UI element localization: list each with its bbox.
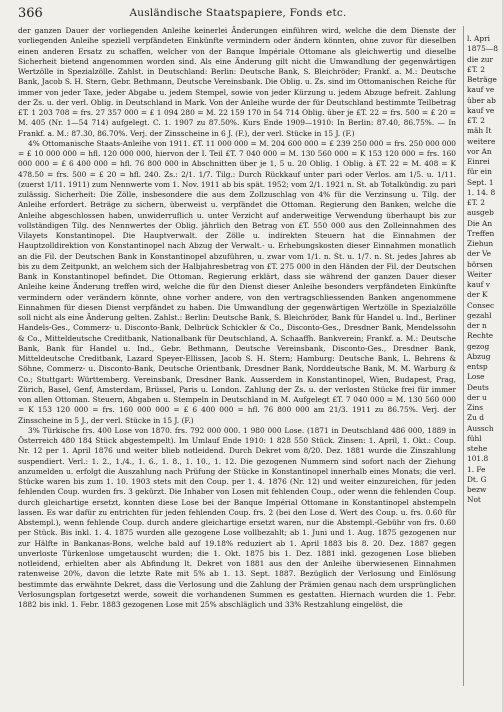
side-line: £T. 2 <box>467 116 485 125</box>
side-line: Zins <box>467 403 484 412</box>
side-line: 1875—8 <box>467 44 498 54</box>
paragraph-continuation: der ganzen Dauer der vorliegenden Anleihe keinerlei Änderungen einführen wird, welche die dem Dienste der vorliegenden Anleihe speziell verpfändeten Einkünfte vermindern oder ändern könnten, ohne zuvor für dieselben einen anderen Ersatz zu schaffen, welcher von der Banque Impériale Ottomane als gleichwertig und dieselbe Sicherheit bietend angenommen worden sind. Als eine Änderung gilt nicht die Umwandlung der gegenwärtigen Wertzölle in Spezialzölle. Zahlst. in Deutschland: Berlin: Deutsche Bank, S. Bleichröder; Frankf. a. M.: Deutsche Bank, Jacob S. H. Stern, Gebr. Bethmann, Deutsche Vereinsbank. Die Oblig. u. Zs. sind im Ottomanischen Reiche für immer von jeder Taxe, jeder Abgabe u. jedem Stempel, sowie von jeder Kürzung u. jedem Abzuge befreit. Zahlung der Zs. u. der verl. Oblig. in Deutschland in Mark. Von der Anleihe wurde der für Deutschland bestimmte Teilbetrag £T. 1 203 708 = frs. 27 357 000 = £ 1 094 280 = M. 22 159 170 in 54 714 Oblig. über je £T. 22 = frs. 500 = £ 20 = M. 405 (Nr. 1—54 714) aufgelegt. C. 1. 1907 zu 87.50%. Kurs Ende 1909—1910: In Berlin: 87.40, 86.75%. — In Frankf. a. M.: 87.30, 86.70%. Verj. der Zinsscheine in 6 J. (F.), der verl. Stücke in 15 J. (F.) <box>18 26 456 138</box>
side-line: die zur <box>467 54 494 64</box>
side-line: Weiter <box>467 269 492 279</box>
side-line: der u <box>467 392 487 402</box>
side-line: kauf ve <box>467 85 495 95</box>
side-line: der Ve <box>467 249 492 259</box>
adjacent-page-column <box>467 34 504 554</box>
running-title: Ausländische Staatspapiere, Fonds etc. <box>129 7 347 19</box>
side-line: der n <box>467 321 487 330</box>
side-line: bezw <box>467 485 487 494</box>
side-line: für ein <box>467 167 492 177</box>
side-line: ausgeb <box>467 208 494 218</box>
page-number: 366 <box>18 6 43 21</box>
page-header <box>18 6 458 22</box>
side-line: gezog <box>467 341 490 351</box>
side-line: 101.8 <box>467 454 489 464</box>
side-line: Consec <box>467 300 495 310</box>
side-line: fühl <box>467 433 482 443</box>
side-line: £T. 2 <box>467 64 485 74</box>
side-line: entsp <box>467 362 488 371</box>
side-line: kauf ve <box>467 105 495 115</box>
side-line: Sept. 1 <box>467 177 494 187</box>
main-text-column <box>18 26 456 706</box>
paragraph-turkish-lottery-bonds: 3% Türkische frs. 400 Lose von 1870. frs. 792 000 000. 1 980 000 Lose. (1871 in Deutschland 486 000, 1889 in Österreich 480 184 Stück abgestempelt). Im Umlauf Ende 1910: 1 828 550 Stück. Zinsen: 1. April, 1. Okt.: Coup. Nr. 12 per 1. April 1876 und weiter blieb notleidend. Durch Dekret vom 8/20. Dez. 1881 wurde die Zinszahlung suspendiert. Verl.: 1. 2., 1./4., 1. 6., 1. 8., 1. 10., 1. 12. Die gezogenen Nummern sind sofort nach der Ziehung anzumelden u. erfolgt die Auszahlung nach Prüfung der Stücke in Konstantinopel innerhalb eines Monats; die verl. Stücke waren bis zum 1. 10. 1903 stets mit den Coup. per 1. 4. 1876 (Nr. 12) und weiter einzureichen, für jeden fehlenden Coup. wurden frs. 3 gekürzt. Die Inhaber von Losen mit fehlenden Coup., oder wenn die fehlenden Coup. durch gleichartige ersetzt, konnten diese Lose bei der Banque Impérial Ottomane in Konstantinopel abstempeln lassen. Es war dafür zu entrichten für jeden fehlenden Coup. frs. 2 (bei den Lose d. Wert des Coup. u. frs. 0.60 für Abstempl.), wenn fehlende Coup. durch andere gleichartige ersetzt waren, nur die Abstempl.-Gebühr von frs. 0.60 per Stück. Bis inkl. 1. 4. 1875 wurden alle gezogene Lose vollbezahlt; ab 1. Juni und 1. Aug. 1875 gezogenen nur zur Hälfte in Bankanas-Bons, welche bald auf 19.18% reduziert ab 1. April 1883 bis 8. 20. Dez. 1887 gegen unverloste Türkenlose umgetauscht wurden; die 1. Okt. 1875 bis 1. Dez. 1881 inkl. gezogenen Lose blieben notleidend, erhielten aber als Abfindung lt. Dekret von 1881 aus den der Anleihe überwiesenen Einnahmen ratenweise 20%, davon die letzte Rate mit 5% ab 1. 13. Sept. 1887. Bezüglich der Verlosung und Einlösung bestimmte das erwähnte Dekret, dass die Verlosung und die Zahlung der Prämien genau nach dem ursprünglichen Verlosungsplan fortgesetzt werde, soweit die vorhandenen Summen es gestatten. Hiernach wurden die 1. Febr. 1882 bis inkl. 1. Febr. 1883 gezogenen Lose mit 25% abschläglich und 33% Restzahlung eingelöst, die <box>18 425 456 609</box>
side-line: Dt. G <box>467 474 487 484</box>
side-line: Deuts <box>467 382 489 392</box>
column-divider <box>463 26 464 686</box>
side-line: 1. 14. 8 <box>467 187 496 197</box>
side-line: über ab <box>467 95 496 105</box>
side-line: l. Apri <box>467 34 491 43</box>
side-line: gezahl <box>467 310 492 320</box>
side-line: Lose <box>467 372 485 382</box>
side-line: stehe <box>467 444 488 453</box>
side-line: Die An <box>467 218 493 228</box>
side-line: börsen <box>467 259 493 269</box>
side-line: Rechte <box>467 331 494 341</box>
side-line: Aussch <box>467 423 494 433</box>
side-line: £T. 2 <box>467 198 485 207</box>
side-line: Beträge <box>467 75 497 84</box>
side-line: der K <box>467 290 488 300</box>
side-line: weitere <box>467 136 496 146</box>
side-line: Ziehun <box>467 239 494 248</box>
side-line: Not <box>467 495 481 505</box>
paragraph-loan-1911: 4% Ottomanische Staats-Anleihe von 1911. £T. 11 000 000 = M. 204 600 000 = £ 239 250 000 = frs. 250 000 000 = £ 10 000 000 = hfl. 120 000 000, hiervon der I. Teil £T. 7 040 000 = M. 130 560 000 = K 153 120 000 = frs. 160 000 000 = £ 6 400 000 = hfl. 76 800 000 in Abschnitten über je 1, 5 u. 20 Oblig. 1 Oblig. à £T. 22 = M. 408 = K 478.50 = frs. 500 = £ 20 = hfl. 240. Zs.: 2/1. 1/7. Tilg.: Durch Rückkauf unter pari oder Verlos. am 1/5. u. 1/11. (zuerst 1/11. 1911) zum Nennwerte vom 1. Nov. 1911 ab bis spät. 1952; vom 2/1. 1921 n. St. ab Totalkündig. zu pari zulässig. Sicherheit: Die Zölle, insbesondere die aus dem Zollzuschlag von 4% für die Verzinsung u. Tilg. der Anleihe erfordert. Beträge zu sichern, überweist u. verpfändet die Ottoman. Regierung den Banken, welche die Anleihe abgeschlossen haben, unwiderruflich u. unter Verzicht auf anderweitige Verwendung überhaupt bis zur vollständigen Tilg. des Nennwertes der Oblig. jährlich den Betrag von £T. 550 000 aus den Zolleinnahmen des Vilayets Konstantinopel. Die Hauptverwalt. der Zölle u. indirekten Steuern hat die Einnahmen der Hauptzolldirektion von Konstantinopel nach Abzug der Verwalt.- u. Erhebungskosten dieser Einnahmen monatlich an die Fil. der Deutschen Bank in Konstantinopel abzuführen, u. zwar vom 1/1. n. St. u. 1/7. n. St. jedes Jahres ab bis zu dem Zeitpunkt, an welchem sich der Halbjahresbetrag von £T. 275 000 in den Händen der Fil. der Deutschen Bank in Konstantinopel befindet. Die Ottoman. Regierung erklärt, dass sie während der ganzen Dauer dieser Anleihe keine Änderung treffen wird, welche die für den Dienst dieser Anleihe besonders verpfändeten Einkünfte vermindern oder verändern könnte, ohne vorher andere, von den vertragschliessenden Banken angenommene Einnahmen für diesen Dienst verpfändet zu haben. Die Umwandlung der gegenwärtigen Wertzölle in Spezialzölle soll nicht als eine Änderung gelten. Zahlst.: Berlin: Deutsche Bank, S. Bleichröder, Bank für Handel u. Ind., Berliner Handels-Ges., Commerz- u. Disconto-Bank, Delbrück Schickler & Co., Disconto-Ges., Dresdner Bank, Mendelssohn & Co., Mitteldeutsche Creditbank, Nationalbank für Deutschland, A. Schaaffh. Bankverein; Frankf. a. M.: Deutsche Bank, Bank für Handel u. Ind., Gebr. Bethmann, Deutsche Vereinsbank, Disconto-Ges., Dresdner Bank, Mitteldeutsche Creditbank, Lazard Speyer-Ellissen, Jacob S. H. Stern; Hamburg: Deutsche Bank, L. Behrens & Söhne, Commerz- u. Disconto-Bank, Deutsche Orientbank, Dresdner Bank, Norddeutsche Bank, M. M. Warburg & Co.; Stuttgart: Württemberg. Vereinsbank, Dresdner Bank. Ausserdem in Konstantinopel, Wien, Budapest, Prag, Zürich, Basel, Genf, Amsterdam, Brüssel, Paris u. London. Zahlung der Zs. u. der verlosten Stücke frei für immer von allen Ottoman. Steuern, Abgaben u. Stempeln in Deutschland in M. Aufgelegt £T. 7 040 000 = M. 130 560 000 = K 153 120 000 = frs. 160 000 000 = £ 6 400 000 = hfl. 76 800 000 am 21/3. 1911 zu 86.75%. Verj. der Zinsscheine in 5 J., der verl. Stücke in 15 J. (F.) <box>18 138 456 425</box>
side-line: Zu d <box>467 413 484 423</box>
side-line: Einrei <box>467 157 490 166</box>
side-line: kauf v <box>467 280 490 289</box>
side-line: Treffen <box>467 228 495 238</box>
side-line: Abzug <box>467 351 491 361</box>
side-line: mäh It <box>467 126 492 136</box>
side-line: vor An <box>467 146 492 156</box>
side-line: 1. Fe <box>467 464 486 474</box>
